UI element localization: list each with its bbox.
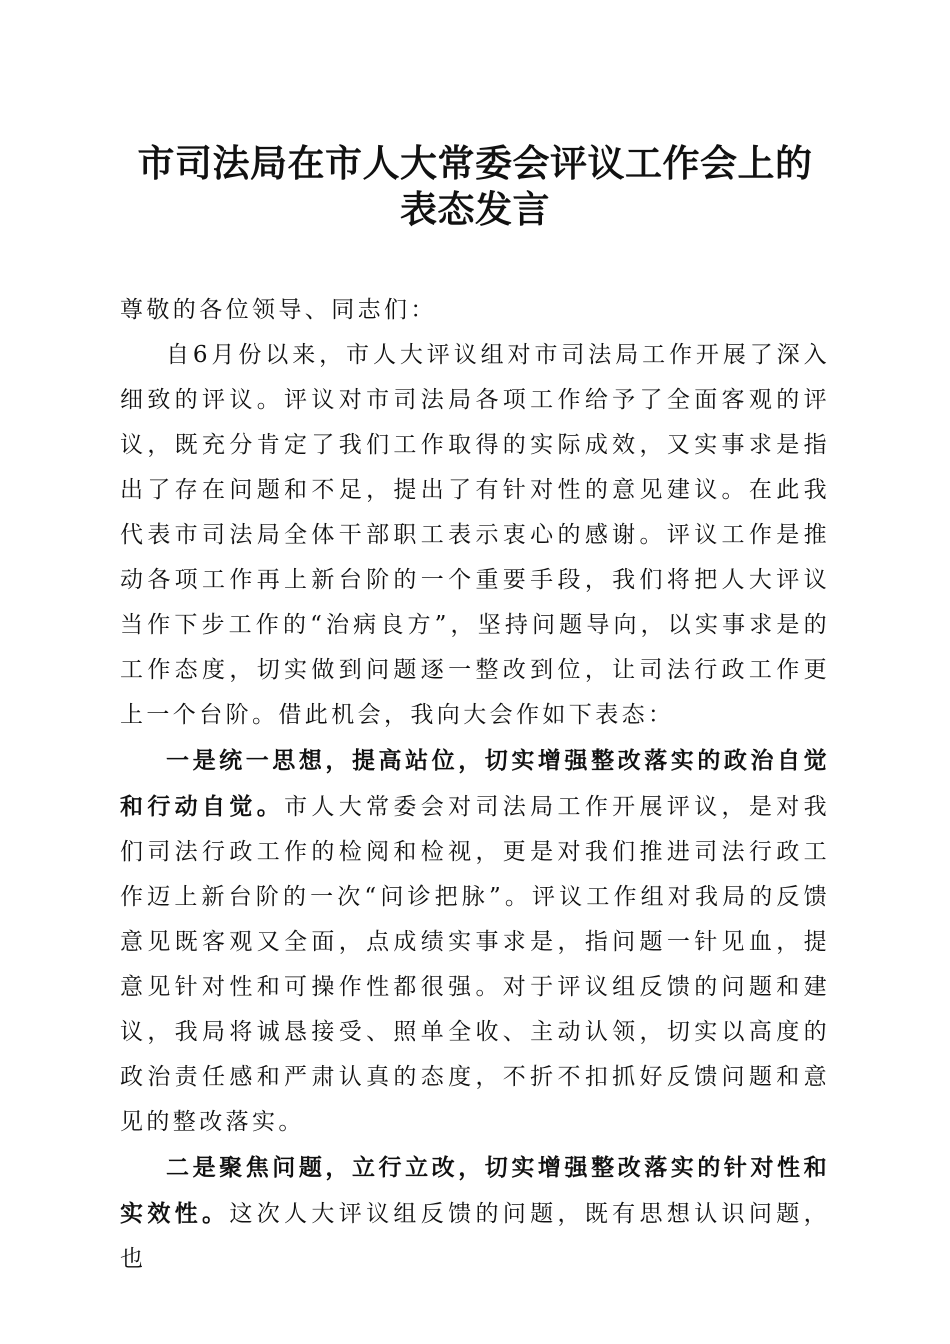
paragraph-point-two (120, 1145, 830, 1282)
paragraph-text: 市人大常委会对司法局工作开展评议，是对我们司法行政工作的检阅和检视，更是对我们推进司法行政工作迈上新台阶的一次“问诊把脉”。评议工作组对我局的反馈意见既客观又全面，点成绩实事求是，指问题一针见血，提意见针对性和可操作性都很强。对于评议组反馈的问题和建议，我局将诚恳接受、照单全收、主动认领，切实以高度的政治责任感和严肃认真的态度，不折不扣抓好反馈问题和意见的整改落实。 (120, 794, 830, 1135)
document-body (120, 288, 830, 1282)
paragraph-intro (120, 333, 830, 738)
document-title: 市司法局在市人大常委会评议工作会上的表态发言 (137, 141, 813, 231)
paragraph-lead: 一是统一思想，提高站位，切实增强整改落实的政治自觉和行动自觉。 (120, 747, 830, 820)
salutation: 尊敬的各位领导、同志们： (120, 297, 437, 323)
document-page (120, 140, 830, 1282)
paragraph-lead: 二是聚焦问题，立行立改，切实增强整改落实的针对性和实效性。 (120, 1154, 830, 1227)
paragraph-point-one (120, 738, 830, 1145)
paragraph-text: 这次人大评议组反馈的问题，既有思想认识问题，也 (120, 1201, 830, 1272)
paragraph-text: 自6月份以来，市人大评议组对市司法局工作开展了深入细致的评议。评议对市司法局各项工作给予了全面客观的评议，既充分肯定了我们工作取得的实际成效，又实事求是指出了存在问题和不足，提出了有针对性的意见建议。在此我代表市司法局全体干部职工表示衷心的感谢。评议工作是推动各项工作再上新台阶的一个重要手段，我们将把人大评议当作下步工作的“治病良方”，坚持问题导向，以实事求是的工作态度，切实做到问题逐一整改到位，让司法行政工作更上一个台阶。借此机会，我向大会作如下表态： (120, 342, 830, 728)
